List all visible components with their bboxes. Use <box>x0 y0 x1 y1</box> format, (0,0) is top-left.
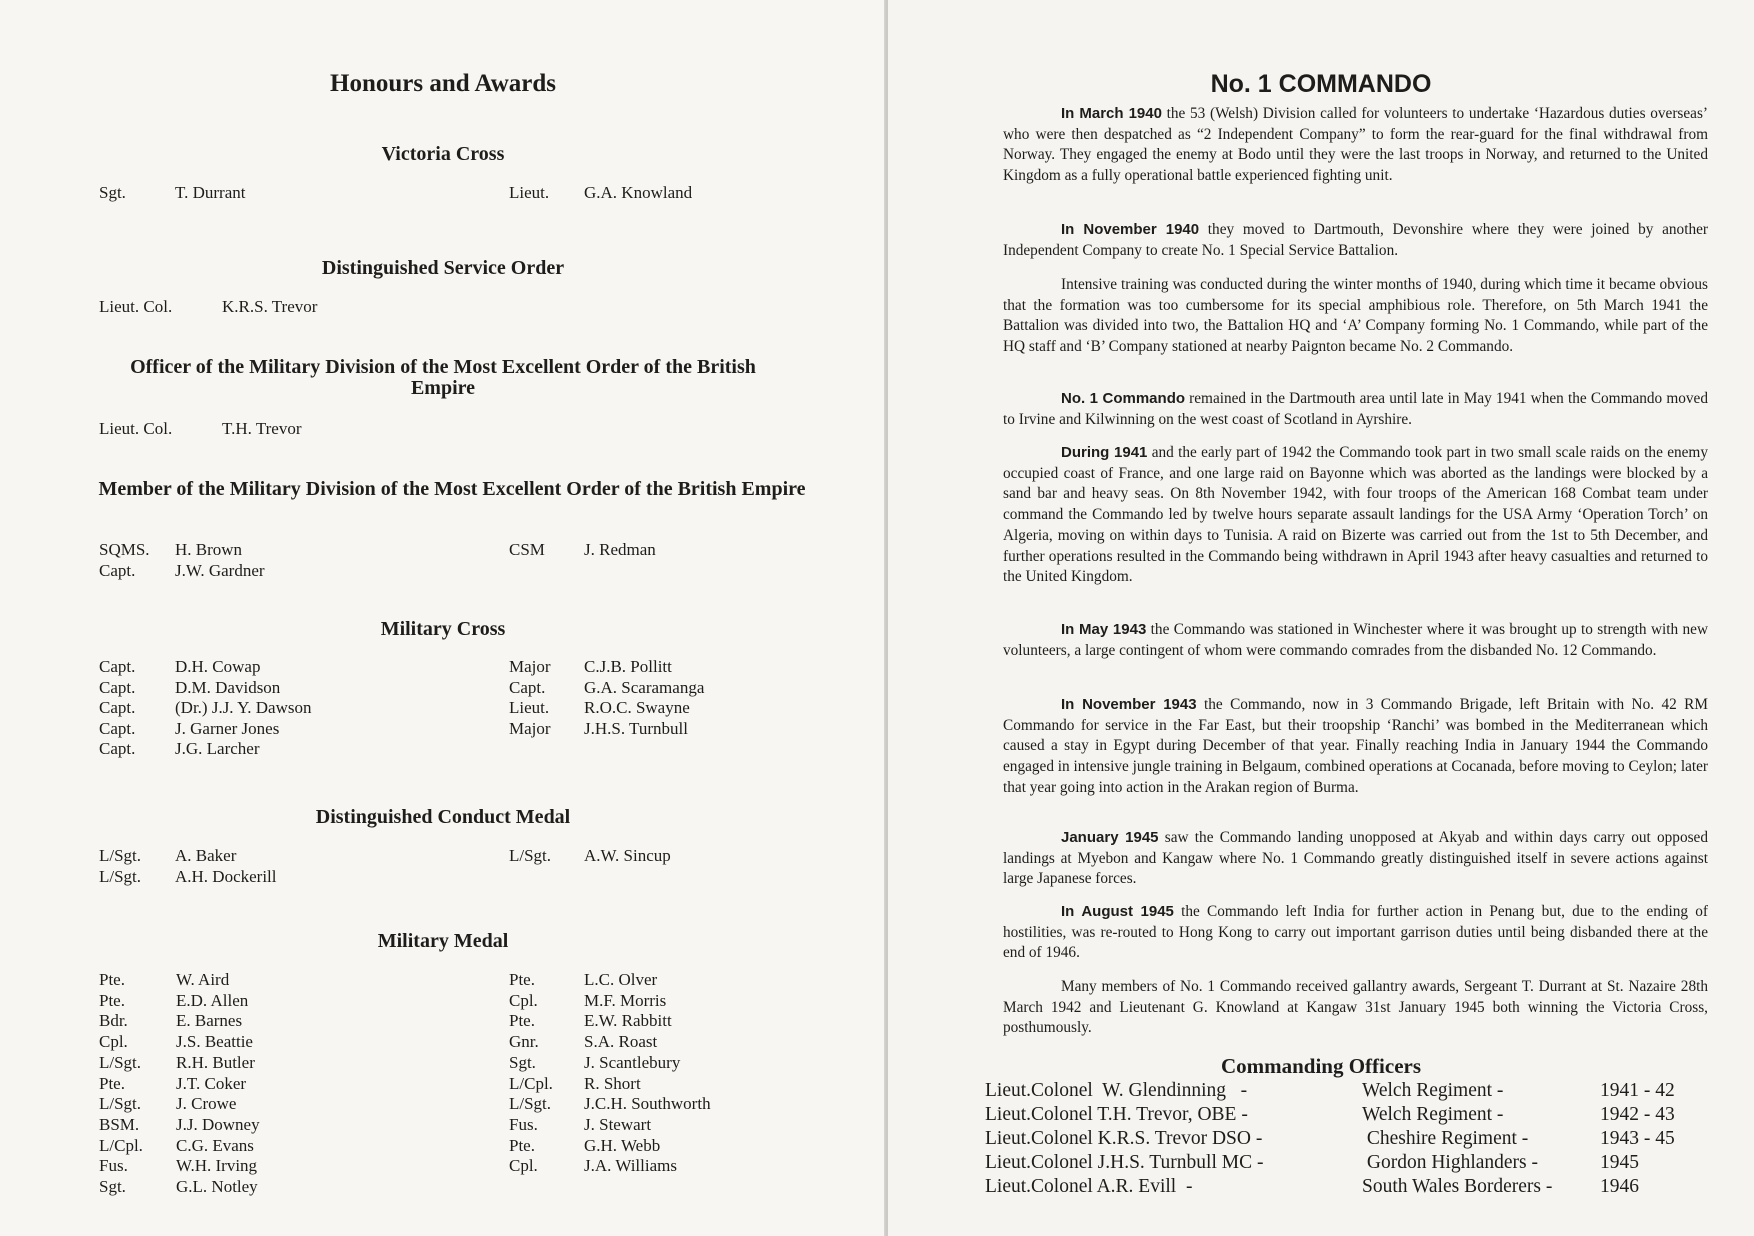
history-paragraph <box>1003 275 1708 358</box>
award-rank: L/Sgt. <box>99 1094 142 1114</box>
award-rank: L/Cpl. <box>99 1135 143 1155</box>
award-name: R. Short <box>584 1073 641 1093</box>
paragraph-text: saw the Commando landing unopposed at Akyab and within days carry out opposed landings at Myebon and Kangaw where No. 1 Commando greatly distinguished itself in severe actions against large Japanese forces. <box>1003 829 1708 888</box>
award-rank: L/Sgt. <box>99 1052 142 1072</box>
award-name: E.W. Rabbitt <box>584 1011 672 1031</box>
award-rank: Fus. <box>509 1114 538 1134</box>
officer-row <box>985 1127 1745 1151</box>
award-rank: Fus. <box>99 1156 128 1176</box>
paragraph-lead: In November 1940 <box>1061 221 1200 238</box>
award-name: R.H. Butler <box>176 1052 255 1072</box>
paragraph-text: Intensive training was conducted during the winter months of 1940, during which time it became obvious that the formation was too cumbersome for its special amphibious role. Therefore, on 5th March 1941 the Battalion was divided into two, the Battalion HQ and ‘A’ Company forming No. 1 Commando, while part of the HQ staff and ‘B’ Company stationed at nearby Paignton became No. 2 Commando. <box>1003 276 1708 356</box>
victoria-cross-heading: Victoria Cross <box>381 143 505 165</box>
officer-years: 1943 - 45 <box>1600 1128 1675 1149</box>
award-rank: Cpl. <box>509 990 538 1010</box>
award-name: G.H. Webb <box>584 1135 661 1155</box>
paragraph-lead: In May 1943 <box>1061 621 1147 638</box>
award-name: J.S. Beattie <box>176 1032 253 1052</box>
officer-name: Lieut.Colonel W. Glendinning - <box>985 1080 1248 1101</box>
paragraph-lead: No. 1 Commando <box>1061 390 1186 407</box>
commando-title: No. 1 COMMANDO <box>1210 70 1432 98</box>
officer-regiment: Welch Regiment - <box>1362 1080 1504 1101</box>
obe-heading: Officer of the Military Division of the Most Excellent Order of the British Empire <box>130 356 756 399</box>
award-name: J. Scantlebury <box>584 1052 681 1072</box>
left-page: Honours and Awards Victoria Cross Sgt. T. Durrant Lieut. G.A. Knowland Distinguished Service Order Lieut. Col. K.R.S. Trevor Officer of the Military Division of the Most Excellent Order of the British Empire Lieut. Col. T.H. Trevor Member of the Military Division of the Most Excellent Order of the British Empire SQMS. H. Brown Capt. J.W. Gardner CSM J. Redman Military Cross Capt. D.H. Cowap Capt. D.M. Davidson Capt. (Dr.) J.J. Y. Dawson Capt. J. Garner Jones Capt. J.G. Larcher Major C.J.B. Pollitt Capt. G.A. Scaramanga Lieut. R.O.C. Swayne Major J.H.S. Turnbull Distinguished Conduct Medal L/Sgt. A. Baker L/Sgt. A.H. Dockerill L/Sgt. A.W. Sincup Military Medal Pte. W. Aird Pte. E.D. Allen Bdr. E. Barnes Cpl. J.S. Beattie L/Sgt. R.H. Butler Pte. J.T. Coker L/Sgt. J. Crowe BSM. J.J. Downey L/Cpl. C.G. Evans Fus. W.H. Irving Sgt. G.L. Notley Pte. L.C. Olver Cpl. M.F. Morris Pte. E.W. Rabbitt Gnr. S.A. Roast Sgt. J. Scantlebury L/Cpl. R. Short L/Sgt. J.C.H. Southworth Fus. J. Stewart Pte. G.H. Webb Cpl. J.A. Williams <box>0 0 886 1236</box>
award-rank: Sgt. <box>99 1177 126 1196</box>
history-paragraph <box>1003 389 1708 430</box>
dso-heading: Distinguished Service Order <box>321 257 565 279</box>
officer-name: Lieut.Colonel T.H. Trevor, OBE - <box>985 1104 1248 1125</box>
award-name: G.L. Notley <box>176 1177 258 1196</box>
award-rank: L/Sgt. <box>509 1094 552 1114</box>
award-rank: Pte. <box>509 1011 535 1031</box>
award-rank: Pte. <box>99 990 125 1010</box>
paragraph-lead: In March 1940 <box>1061 105 1162 122</box>
award-name: S.A. Roast <box>584 1032 658 1052</box>
paragraph-text: they moved to Dartmouth, Devonshire where they were joined by another Independent Company to create No. 1 Special Service Battalion. <box>1003 221 1708 259</box>
award-name: E.D. Allen <box>176 990 249 1010</box>
officer-row <box>985 1103 1745 1127</box>
military-medal-heading: Military Medal <box>377 930 509 952</box>
award-rank: Sgt. <box>509 1052 536 1072</box>
award-name: J.J. Downey <box>176 1114 260 1134</box>
award-rank: Pte. <box>509 1135 535 1155</box>
paragraph-text: the 53 (Welsh) Division called for volunteers to undertake ‘Hazardous duties overseas’ who were then despatched as “2 Independent Company” to form the rear-guard for the final withdrawal from Norway. They engaged the enemy at Bodo until they were the last troops in Norway, and returned to the United Kingdom as a fully operational battle experienced fighting unit. <box>1003 105 1708 185</box>
paragraph-lead: January 1945 <box>1061 829 1159 846</box>
officer-regiment: Welch Regiment - <box>1362 1104 1504 1125</box>
paragraph-text: the Commando left India for further action in Penang but, due to the ending of hostilities, was re-routed to Hong Kong to carry out important garrison duties until being disbanded there at the end of 1946. <box>1003 903 1709 962</box>
history-paragraph <box>1003 220 1708 261</box>
officer-regiment: South Wales Borderers - <box>1362 1176 1553 1197</box>
officer-regiment: Cheshire Regiment - <box>1362 1128 1529 1149</box>
history-paragraph <box>1003 620 1708 661</box>
award-name: J.C.H. Southworth <box>584 1094 711 1114</box>
officer-name: Lieut.Colonel J.H.S. Turnbull MC - <box>985 1152 1264 1173</box>
award-rank: Cpl. <box>509 1156 538 1176</box>
officer-years: 1945 <box>1600 1152 1639 1173</box>
military-cross-heading: Military Cross <box>380 618 506 640</box>
history-paragraph <box>1003 828 1708 890</box>
history-paragraph <box>1003 443 1708 588</box>
award-name: J.A. Williams <box>584 1156 677 1176</box>
mbe-heading: Member of the Military Division of the Most Excellent Order of the British Empire <box>98 478 806 500</box>
history-paragraph <box>1003 695 1708 799</box>
award-rank: L/Cpl. <box>509 1073 553 1093</box>
award-name: C.G. Evans <box>176 1135 254 1155</box>
officer-row <box>985 1079 1745 1103</box>
paragraph-text: the Commando, now in 3 Commando Brigade, left Britain with No. 42 RM Commando for service in the Far East, but their troopship ‘Ranchi’ was bombed in the Mediterranean which caused a stay in Egypt during December of that year. Finally reaching India in January 1944 the Commando engaged in intensive jungle training in Belgaum, combined operations at Cocanada, before moving to Ceylon; later that year going into action in the Arakan region of Burma. <box>1003 696 1708 796</box>
award-name: E. Barnes <box>176 1011 243 1031</box>
history-paragraph <box>1003 977 1708 1039</box>
officer-years: 1941 - 42 <box>1600 1080 1675 1101</box>
award-rank: Pte. <box>99 970 125 989</box>
officer-years: 1946 <box>1600 1176 1639 1197</box>
award-rank: Pte. <box>99 1073 125 1093</box>
paragraph-text: the Commando was stationed in Winchester where it was brought up to strength with new volunteers, a large contingent of whom were commando comrades from the disbanded No. 12 Commando. <box>1003 621 1708 659</box>
award-name: L.C. Olver <box>584 970 658 989</box>
paragraph-lead: In August 1945 <box>1061 903 1174 920</box>
award-rank: Pte. <box>509 970 535 989</box>
commanding-officers-heading: Commanding Officers <box>1220 1054 1422 1078</box>
award-name: J.T. Coker <box>176 1073 247 1093</box>
officer-name: Lieut.Colonel K.R.S. Trevor DSO - <box>985 1128 1263 1149</box>
officer-name: Lieut.Colonel A.R. Evill - <box>985 1176 1193 1197</box>
award-name: M.F. Morris <box>584 990 667 1010</box>
award-name: W.H. Irving <box>176 1156 258 1176</box>
paragraph-text: remained in the Dartmouth area until late in May 1941 when the Commando moved to Irvine and Kilwinning on the west coast of Scotland in Ayrshire. <box>1003 390 1708 428</box>
officer-regiment: Gordon Highlanders - <box>1362 1152 1539 1173</box>
paragraph-lead: During 1941 <box>1061 444 1148 461</box>
officer-row <box>985 1151 1745 1175</box>
award-rank: BSM. <box>99 1114 140 1134</box>
award-rank: Cpl. <box>99 1032 128 1052</box>
dcm-heading: Distinguished Conduct Medal <box>315 806 571 828</box>
award-name: J. Crowe <box>176 1094 237 1114</box>
award-rank: Bdr. <box>99 1011 128 1031</box>
history-paragraph <box>1003 902 1708 964</box>
award-name: W. Aird <box>176 970 230 989</box>
officer-years: 1942 - 43 <box>1600 1104 1675 1125</box>
paragraph-text: and the early part of 1942 the Commando took part in two small scale raids on the enemy occupied coast of France, and one large raid on Bayonne which was aborted as the landings were blocked by a sand bar and heavy seas. On 8th November 1942, with four troops of the American 168 Combat team under command the Commando led by twelve hours separate assault landings for the USA Army ‘Operation Torch’ on Algeria, moving on within days to Tunisia. A raid on Bizerte was carried out from the 1st to 5th December, and further operations resulted in the Commando being withdrawn in April 1943 after heavy casualties and returned to the United Kingdom. <box>1003 444 1708 586</box>
paragraph-lead: In November 1943 <box>1061 696 1197 713</box>
history-paragraph <box>1003 104 1708 187</box>
officer-row <box>985 1175 1745 1199</box>
award-rank: Gnr. <box>509 1032 539 1052</box>
paragraph-text: Many members of No. 1 Commando received gallantry awards, Sergeant T. Durrant at St. Nazaire 28th March 1942 and Lieutenant G. Knowland at Kangaw 31st January 1945 both winning the Victoria Cross, posthumously. <box>1003 978 1708 1037</box>
award-name: J. Stewart <box>584 1114 652 1134</box>
honours-title: Honours and Awards <box>330 70 556 97</box>
